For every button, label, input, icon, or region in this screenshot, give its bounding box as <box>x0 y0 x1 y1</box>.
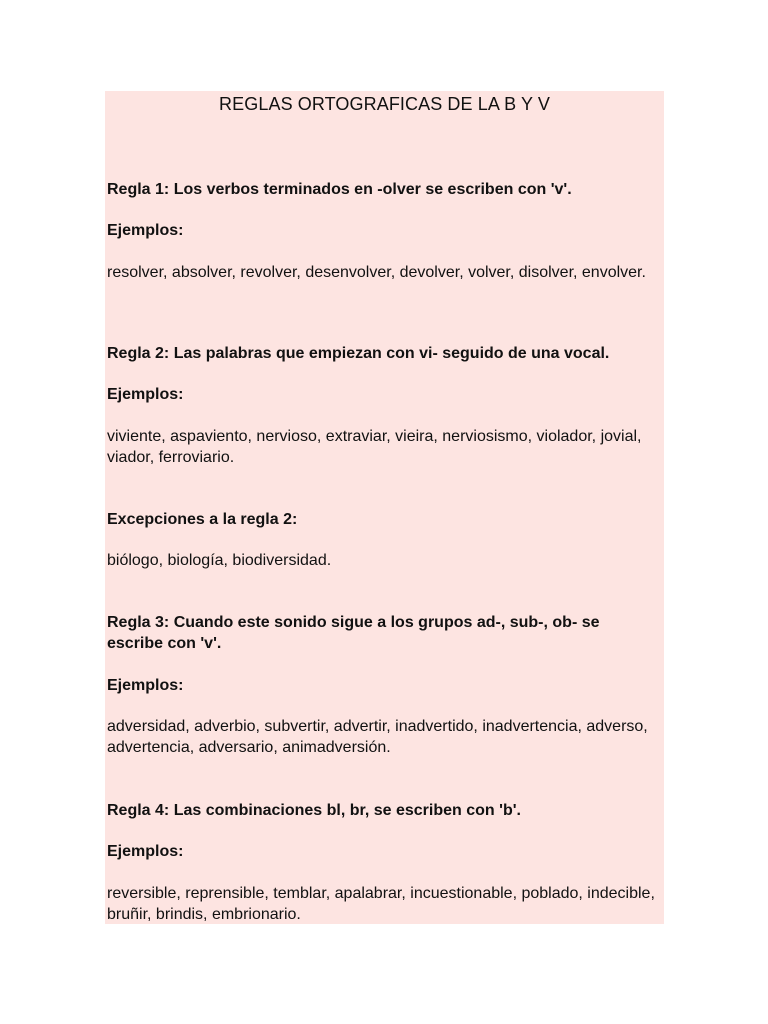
rule-4-examples: reversible, reprensible, temblar, apalabrar, incuestionable, poblado, indecible, bruñir, brindis, embrionario. <box>107 885 655 923</box>
rule-2-exceptions: biólogo, biología, biodiversidad. <box>107 552 332 569</box>
rule-2-examples-label: Ejemplos: <box>107 386 184 403</box>
rule-1-heading: Regla 1: Los verbos terminados en -olver se escriben con 'v'. <box>107 181 572 198</box>
rule-2-examples: viviente, aspaviento, nervioso, extraviar, vieira, nerviosismo, violador, jovial, viador, ferroviario. <box>107 428 642 466</box>
document-title: REGLAS ORTOGRAFICAS DE LA B Y V <box>219 94 550 114</box>
rule-4-heading: Regla 4: Las combinaciones bl, br, se escriben con 'b'. <box>107 802 521 819</box>
rule-2-exceptions-heading: Excepciones a la regla 2: <box>107 511 298 528</box>
document-body <box>105 91 664 924</box>
rule-3-examples-label: Ejemplos: <box>107 677 184 694</box>
rule-3-heading: Regla 3: Cuando este sonido sigue a los grupos ad-, sub-, ob- se escribe con 'v'. <box>107 614 600 652</box>
rule-2-heading: Regla 2: Las palabras que empiezan con vi- seguido de una vocal. <box>107 345 610 362</box>
rule-4-examples-label: Ejemplos: <box>107 843 184 860</box>
rule-3-examples: adversidad, adverbio, subvertir, advertir, inadvertido, inadvertencia, adverso, advertencia, adversario, animadversión. <box>107 718 648 756</box>
rule-1-examples: resolver, absolver, revolver, desenvolver, devolver, volver, disolver, envolver. <box>107 264 646 281</box>
rule-1-examples-label: Ejemplos: <box>107 222 184 239</box>
